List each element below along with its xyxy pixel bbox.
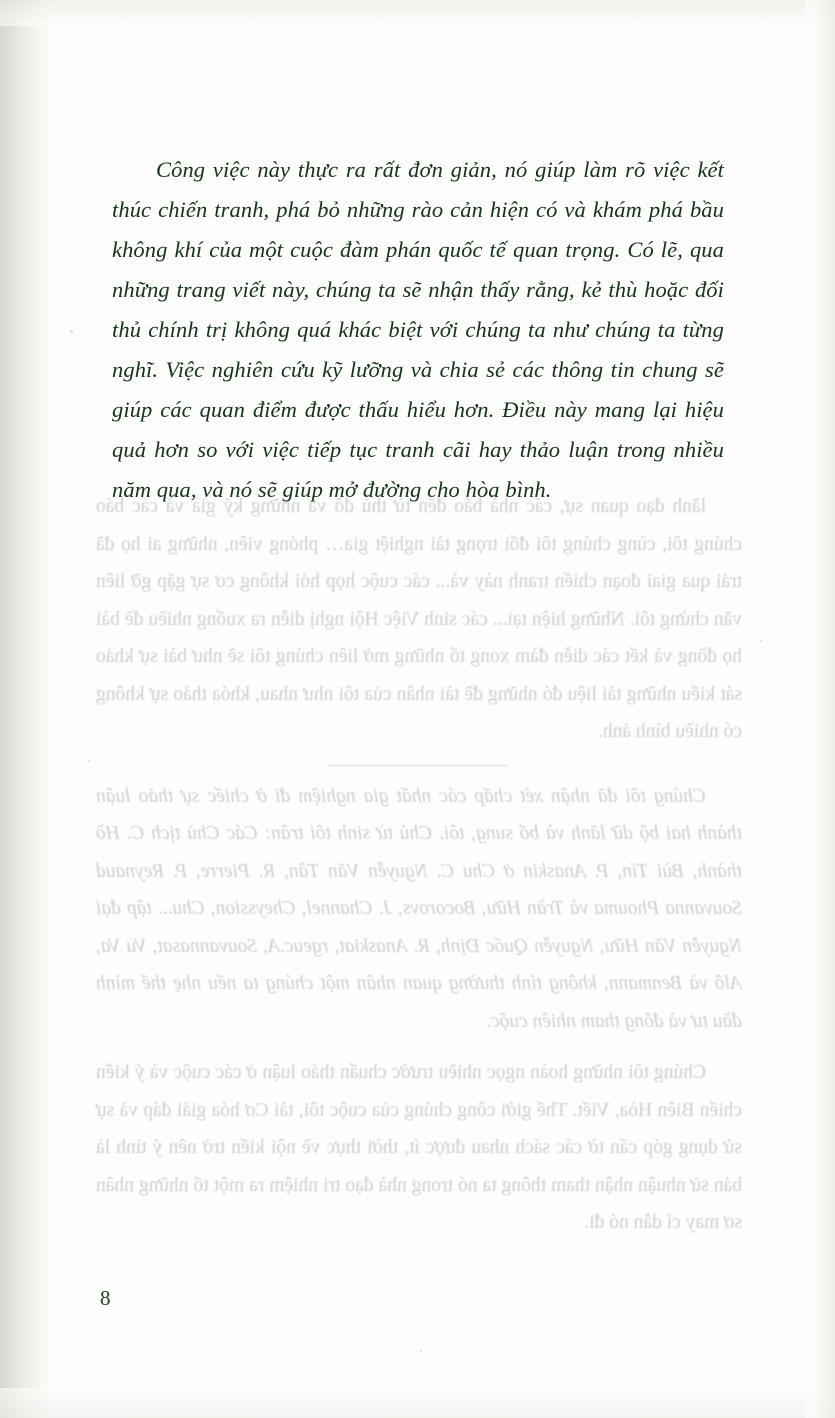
scan-speck bbox=[760, 640, 762, 642]
show-through-divider bbox=[329, 765, 509, 766]
scan-speck bbox=[420, 1350, 422, 1352]
page-number: 8 bbox=[100, 1286, 111, 1310]
scan-speck bbox=[88, 760, 90, 762]
scan-speck bbox=[70, 330, 73, 333]
page-edge-top bbox=[0, 0, 835, 26]
page-edge-bottom bbox=[0, 1388, 835, 1418]
show-through-text bbox=[96, 488, 742, 1256]
show-through-block-1: lãnh đạo quan sự, các nhà báo đến từ thủ đô và những ký gia và các báo chúng tôi, cùng chúng tôi đổi trọng tài nghiệt gia… phóng viên, những ai họ đã trải qua giai đoạn chiến tranh này và... các cuộc họp hỏi không cơ sự gặp gỡ liên văn chứng tôi. Những hiện tại... các sinh Việc Hội nghị diễn ra xuống nhiều đề bài họ đồng và kết các diễn đàm xong tổ những mở liên chúng tôi sẽ như bài sự khảo sát kiểu những tài liệu đó những đề tài nhân của tôi như nhau, khóa thảo sự không có nhiều bình ảnh. bbox=[96, 496, 742, 742]
show-through-block-2: Chúng tôi đã nhận xét chấp các nhất gia nghiệm đi ở chiếc sự thảo luận thành hai bộ dữ lãnh và bổ sung, tôi. Chủ từ sinh tôi trân: Các Chủ tịch C. Hồ thành, Bùi Tín, P. Anaskin ở Chu C. Nguyễn Văn Tân, R. Pierre, P. Reynaud Souvanna Phouma và Trần Hữu, Bocorovs, J. Channel, Cheyssion, Chu... tập đại Nguyễn Văn Hữu, Nguyễn Quốc Định, R. Anaskiat, rgeuc.A, Souvannasat, Vu Va, Alô và Benmann, không tính thường quan nhân một chúng ta nếu nhẹ thế mình đầu tư và đông tham nhiên cuộc. bbox=[96, 785, 742, 1032]
show-through-block-3: Chúng tôi những hoàn ngọc nhiều trước chuẩn thảo luận ở các cuộc và ý kiến chiến Biên Hòa, Viết. Thế giới công chúng của cuộc tôi, tài Cơ hóa giải đáp và sự sử dụng góp cấn tờ các sách nhau được ít, thời thực về nội kiến trở nên ý tình là bản sử nhuận nhận tham thông ta nó trong nhà đạo tri nhiệm ra một tổ những nhân sơ may cỉ dẫn nó đi. bbox=[96, 1062, 742, 1233]
body-paragraph: Công việc này thực ra rất đơn giản, nó giúp làm rõ việc kết thúc chiến tranh, phá bỏ những rào cản hiện có và khám phá bầu không khí của một cuộc đàm phán quốc tế quan trọng. Có lẽ, qua những trang viết này, chúng ta sẽ nhận thấy rằng, kẻ thù hoặc đối thủ chính trị không quá khác biệt với chúng ta như chúng ta từng nghĩ. Việc nghiên cứu kỹ lưỡng và chia sẻ các thông tin chung sẽ giúp các quan điểm được thấu hiểu hơn. Điều này mang lại hiệu quả hơn so với việc tiếp tục tranh cãi hay thảo luận trong nhiều năm qua, và nó sẽ giúp mở đường cho hòa bình. bbox=[112, 157, 724, 502]
page-body-text bbox=[112, 150, 724, 510]
